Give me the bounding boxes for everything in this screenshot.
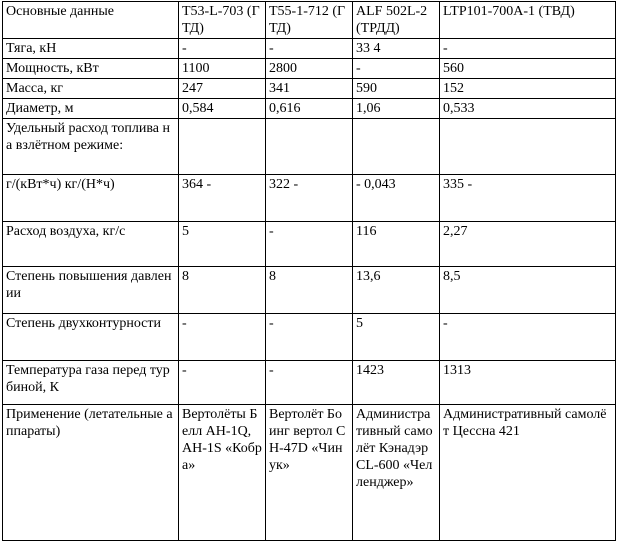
table-cell: 560 xyxy=(440,59,616,79)
table-cell xyxy=(440,119,616,175)
table-cell: - xyxy=(179,361,266,405)
table-row xyxy=(3,361,616,405)
row-label: Расход воздуха, кг/с xyxy=(3,222,179,267)
table-cell: Административный самолёт Цессна 421 xyxy=(440,405,616,541)
table-cell: 2,27 xyxy=(440,222,616,267)
table-cell: Вертолёт Боинг вертол CH-47D «Чинук» xyxy=(266,405,353,541)
row-label: Тяга, кН xyxy=(3,39,179,59)
table-cell: 1313 xyxy=(440,361,616,405)
table-row xyxy=(3,314,616,361)
table-row xyxy=(3,79,616,99)
table-cell: - 0,043 xyxy=(353,175,440,222)
header-cell: T53-L-703 (ГТД) xyxy=(179,2,266,39)
table-row xyxy=(3,119,616,175)
row-label: Мощность, кВт xyxy=(3,59,179,79)
row-label: Удельный расход топлива на взлётном режиме: xyxy=(3,119,179,175)
table-cell xyxy=(266,119,353,175)
table-cell: 5 xyxy=(353,314,440,361)
table-cell: - xyxy=(266,222,353,267)
header-cell: LTP101-700A-1 (ТВД) xyxy=(440,2,616,39)
table-cell: - xyxy=(440,314,616,361)
table-cell: 0,584 xyxy=(179,99,266,119)
table-cell: 335 - xyxy=(440,175,616,222)
row-label: г/(кВт*ч) кг/(Н*ч) xyxy=(3,175,179,222)
table-cell: - xyxy=(179,39,266,59)
row-label: Применение (летательные аппараты) xyxy=(3,405,179,541)
table-cell: 8 xyxy=(179,267,266,314)
row-label: Масса, кг xyxy=(3,79,179,99)
table-cell: Вертолёты Белл AH-1Q, AH-1S «Кобра» xyxy=(179,405,266,541)
table-cell: 8 xyxy=(266,267,353,314)
table-cell: - xyxy=(266,39,353,59)
table-cell: 8,5 xyxy=(440,267,616,314)
table-cell: 2800 xyxy=(266,59,353,79)
table-cell: - xyxy=(440,39,616,59)
table-cell: 341 xyxy=(266,79,353,99)
table-cell: 0,616 xyxy=(266,99,353,119)
table-row xyxy=(3,405,616,541)
row-label: Степень повышения давлении xyxy=(3,267,179,314)
header-cell: ALF 502L-2 (ТРДД) xyxy=(353,2,440,39)
row-label: Температура газа перед турбиной, К xyxy=(3,361,179,405)
table-cell: 322 - xyxy=(266,175,353,222)
table-cell: 590 xyxy=(353,79,440,99)
table-cell: - xyxy=(353,59,440,79)
table-cell: Административный самолёт Кэнадэр CL-600 «Челленджер» xyxy=(353,405,440,541)
table-cell: 152 xyxy=(440,79,616,99)
header-cell: T55-1-712 (ГТД) xyxy=(266,2,353,39)
table-cell: 13,6 xyxy=(353,267,440,314)
table-row xyxy=(3,99,616,119)
table-cell: - xyxy=(266,361,353,405)
table-cell: 0,533 xyxy=(440,99,616,119)
table-cell: - xyxy=(179,314,266,361)
table-row xyxy=(3,222,616,267)
table-row xyxy=(3,59,616,79)
table-row xyxy=(3,267,616,314)
table-cell: 364 - xyxy=(179,175,266,222)
row-label: Диаметр, м xyxy=(3,99,179,119)
table-cell xyxy=(179,119,266,175)
table-cell: - xyxy=(266,314,353,361)
table-cell: 5 xyxy=(179,222,266,267)
table-cell: 33 4 xyxy=(353,39,440,59)
table-cell: 1423 xyxy=(353,361,440,405)
table-cell: 1100 xyxy=(179,59,266,79)
table-cell xyxy=(353,119,440,175)
table-row xyxy=(3,175,616,222)
table-row xyxy=(3,39,616,59)
table-cell: 116 xyxy=(353,222,440,267)
table-header-row xyxy=(3,2,616,39)
row-label: Степень двухконтурности xyxy=(3,314,179,361)
header-cell: Основные данные xyxy=(3,2,179,39)
table-cell: 247 xyxy=(179,79,266,99)
engine-specs-table xyxy=(2,1,616,541)
table-cell: 1,06 xyxy=(353,99,440,119)
